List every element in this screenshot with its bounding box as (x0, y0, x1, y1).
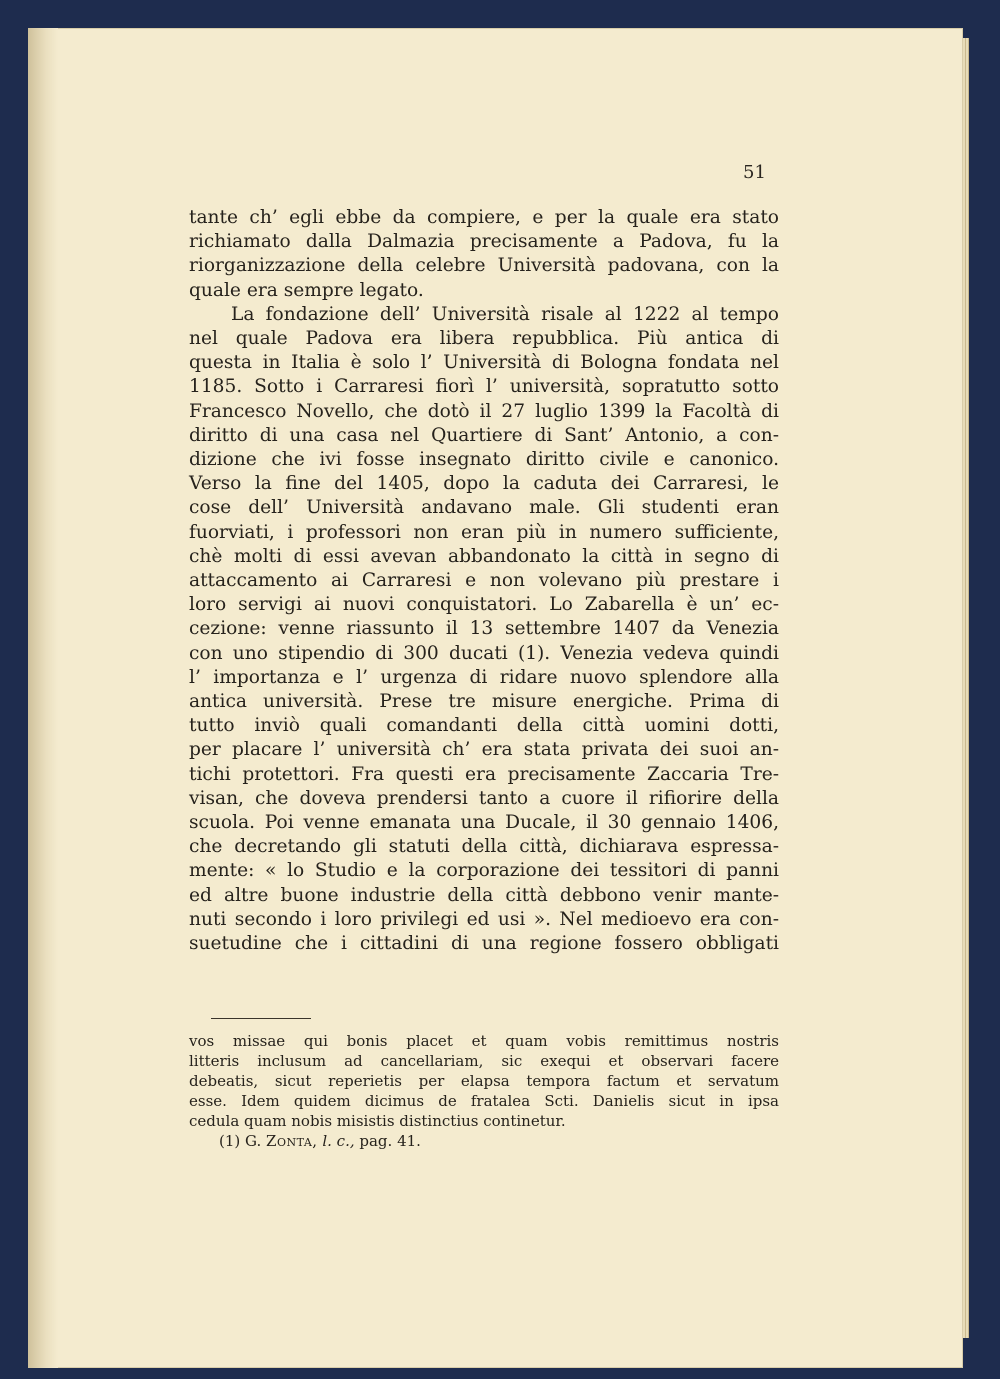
body-line: mente: « lo Studio e la corporazione dei tessitori di panni (189, 860, 779, 882)
body-line: cezione: venne riassunto il 13 settembre 1407 da Venezia (189, 618, 779, 640)
footnote-author: Zonta, (266, 1132, 318, 1150)
footnote-line: esse. Idem quidem dicimus de fratalea Scti. Danielis sicut in ipsa (189, 1092, 779, 1110)
page-number: 51 (743, 162, 766, 183)
body-line: l’ importanza e l’ urgenza di ridare nuovo splendore alla (189, 666, 779, 688)
body-line: tutto inviò quali comandanti della città uomini dotti, (189, 715, 779, 737)
body-text (189, 206, 779, 956)
body-line: diritto di una casa nel Quartiere di Sant’ Antonio, a con- (189, 424, 779, 446)
book-page (28, 28, 963, 1368)
body-line: chè molti di essi avevan abbandonato la città in segno di (189, 545, 779, 567)
footnote-continuation (189, 1031, 779, 1131)
body-line: Francesco Novello, che dotò il 27 luglio 1399 la Facoltà di (189, 400, 779, 422)
body-line: dizione che ivi fosse insegnato diritto civile e canonico. (189, 449, 779, 471)
body-line: La fondazione dell’ Università risale al 1222 al tempo (231, 303, 779, 325)
body-line: ed altre buone industrie della città debbono venir mante- (189, 884, 779, 906)
footnote-marker: (1) (219, 1132, 241, 1150)
body-line: per placare l’ università ch’ era stata privata dei suoi an- (189, 739, 779, 761)
footnote-line: cedula quam nobis misistis distinctius continetur. (189, 1112, 566, 1130)
body-line: richiamato dalla Dalmazia precisamente a Padova, fu la (189, 231, 779, 253)
body-line: 1185. Sotto i Carraresi fiorì l’ università, sopratutto sotto (189, 376, 779, 398)
body-line: nuti secondo i loro privilegi ed usi ». Nel medioevo era con- (189, 908, 779, 930)
body-line: loro servigi ai nuovi conquistatori. Lo Zabarella è un’ ec- (189, 594, 779, 616)
body-line: visan, che doveva prendersi tanto a cuore il rifiorire della (189, 787, 779, 809)
body-line: Verso la fine del 1405, dopo la caduta dei Carraresi, le (189, 473, 779, 495)
body-line: cose dell’ Università andavano male. Gli studenti eran (189, 497, 779, 519)
body-line: tante ch’ egli ebbe da compiere, e per la quale era stato (189, 207, 779, 228)
body-line: attaccamento ai Carraresi e non volevano più prestare i (189, 570, 779, 592)
footnote-work: l. c., (322, 1132, 355, 1150)
body-line: quale era sempre legato. (189, 279, 424, 301)
page-edges (963, 38, 969, 1338)
body-line: tichi protettori. Fra questi era precisamente Zaccaria Tre- (189, 763, 779, 785)
footnote-line: litteris inclusum ad cancellariam, sic exequi et observari facere (189, 1052, 779, 1070)
footnote-page: pag. 41. (359, 1132, 421, 1150)
footnotes (189, 1031, 779, 1151)
footnote-separator (211, 1018, 311, 1019)
body-line: con uno stipendio di 300 ducati (1). Venezia vedeva quindi (189, 642, 779, 664)
footnote-1 (189, 1131, 779, 1151)
footnote-line: vos missae qui bonis placet et quam vobis remittimus nostris (189, 1032, 779, 1050)
footnote-line: debeatis, sicut reperietis per elapsa tempora factum et servatum (189, 1072, 779, 1090)
body-line: nel quale Padova era libera repubblica. Più antica di (189, 328, 779, 350)
body-line: questa in Italia è solo l’ Università di Bologna fondata nel (189, 352, 779, 374)
body-line: che decretando gli statuti della città, dichiarava espressa- (189, 836, 779, 858)
body-line: scuola. Poi venne emanata una Ducale, il 30 gennaio 1406, (189, 812, 779, 834)
body-line: antica università. Prese tre misure energiche. Prima di (189, 691, 779, 713)
body-line: suetudine che i cittadini di una regione fossero obbligati (189, 933, 779, 955)
footnote-author-initial: G. (245, 1132, 262, 1150)
page-gutter (28, 28, 58, 1368)
body-line: riorganizzazione della celebre Università padovana, con la (189, 255, 779, 277)
body-line: fuorviati, i professori non eran più in numero sufficiente, (189, 521, 779, 543)
